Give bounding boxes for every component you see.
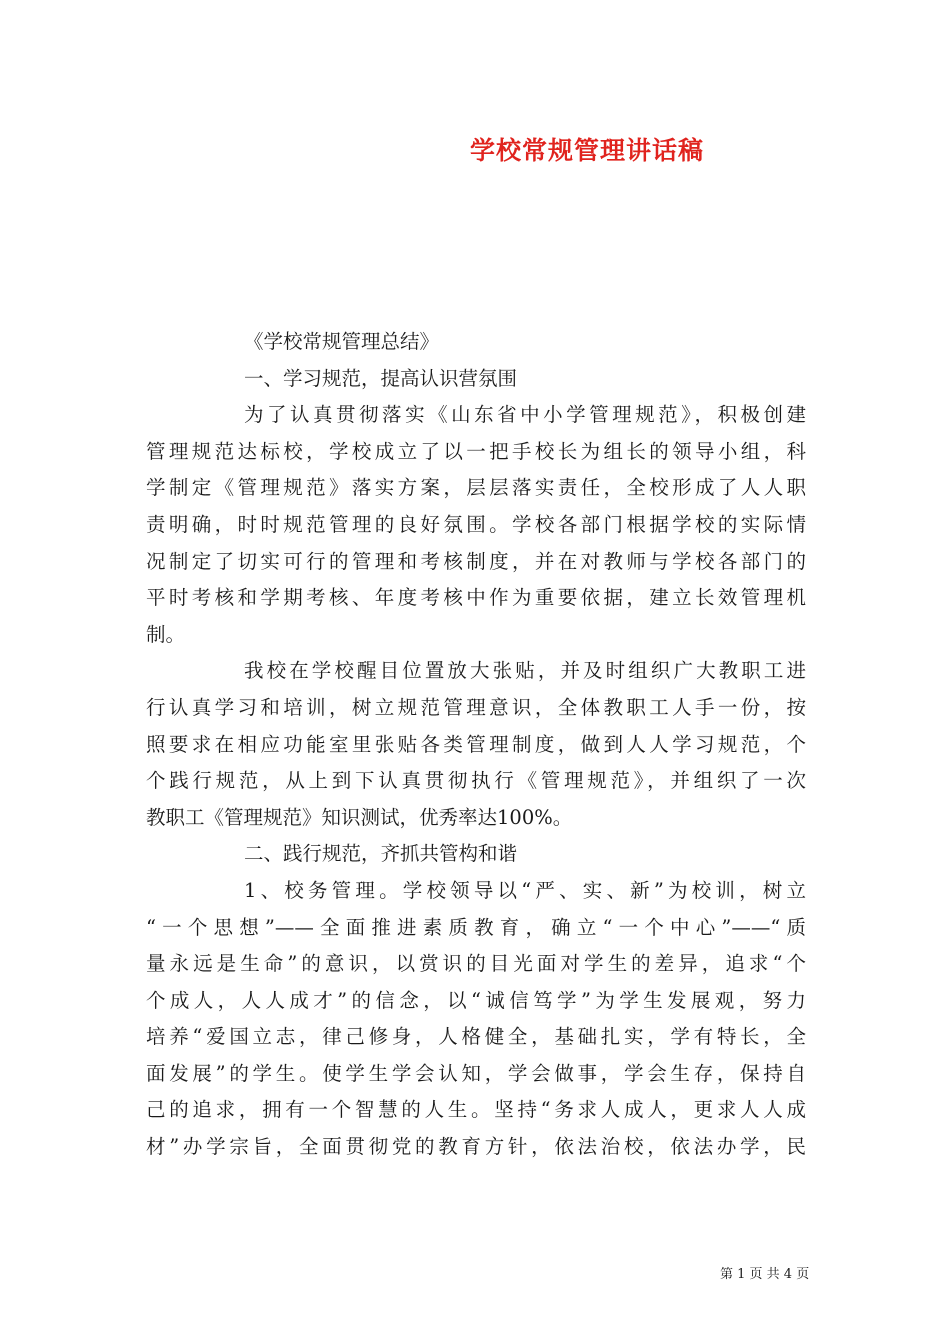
body-line: 责明确，时时规范管理的良好氛围。学校各部门根据学校的实际情: [146, 512, 806, 536]
document-title: 学校常规管理讲话稿: [470, 136, 705, 165]
document-body: [146, 324, 806, 1166]
body-line: 1、校务管理。学校领导以“严、实、新”为校训，树立: [244, 878, 806, 902]
body-line: 制。: [146, 622, 186, 646]
page-number: 第 1 页 共 4 页: [720, 1267, 810, 1282]
section-heading: 二、践行规范，齐抓共管构和谐: [244, 842, 518, 866]
body-line: 照要求在相应功能室里张贴各类管理制度，做到人人学习规范，个: [146, 732, 806, 756]
body-line: 管理规范达标校，学校成立了以一把手校长为组长的领导小组，科: [146, 439, 806, 463]
body-line: 为了认真贯彻落实《山东省中小学管理规范》，积极创建: [244, 403, 806, 427]
body-line: 平时考核和学期考核、年度考核中作为重要依据，建立长效管理机: [146, 586, 806, 610]
body-line: 学制定《管理规范》落实方案，层层落实责任，全校形成了人人职: [146, 476, 806, 500]
body-line: 行认真学习和培训，树立规范管理意识，全体教职工人手一份，按: [146, 695, 806, 719]
body-line: 教职工《管理规范》知识测试，优秀率达100%。: [146, 805, 573, 829]
body-line: 己的追求，拥有一个智慧的人生。坚持“务求人成人，更求人人成: [146, 1098, 806, 1122]
body-line: 个成人，人人成才”的信念，以“诚信笃学”为学生发展观，努力: [146, 988, 806, 1012]
body-line: 量永远是生命”的意识，以赏识的目光面对学生的差异，追求“个: [146, 952, 806, 976]
body-line: 况制定了切实可行的管理和考核制度，并在对教师与学校各部门的: [146, 549, 806, 573]
section-heading: 一、学习规范，提高认识营氛围: [244, 366, 518, 390]
body-line: 培养“爱国立志，律己修身，人格健全，基础扎实，学有特长，全: [146, 1025, 806, 1049]
body-line: 我校在学校醒目位置放大张贴，并及时组织广大教职工进: [244, 659, 806, 683]
body-line: 面发展”的学生。使学生学会认知，学会做事，学会生存，保持自: [146, 1061, 806, 1085]
body-line: 个践行规范，从上到下认真贯彻执行《管理规范》，并组织了一次: [146, 769, 806, 793]
body-line: 材”办学宗旨，全面贯彻党的教育方针，依法治校，依法办学，民: [146, 1135, 806, 1159]
body-line: 《学校常规管理总结》: [244, 330, 440, 353]
body-line: “一个思想”——全面推进素质教育，确立“一个中心”——“质: [146, 915, 806, 939]
